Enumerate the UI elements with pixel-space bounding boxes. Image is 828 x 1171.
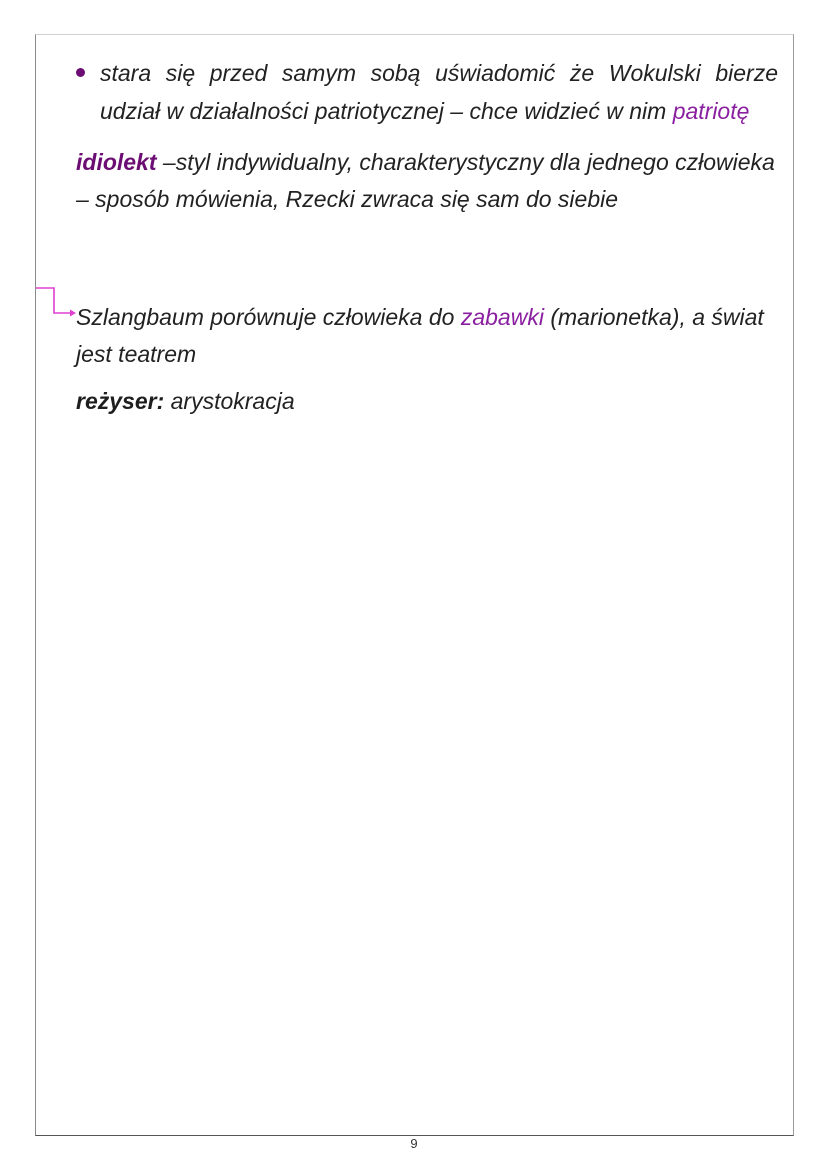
szlangbaum-highlight: zabawki [460, 304, 544, 330]
page-content [76, 54, 778, 420]
idiolekt-paragraph [76, 144, 778, 218]
szlangbaum-paragraph [76, 299, 778, 373]
bullet-dot-icon [76, 68, 85, 77]
bullet-highlight: patriotę [672, 98, 750, 124]
rezyser-value: arystokracja [164, 388, 295, 414]
bullet-text: stara się przed samym sobą uświadomić że Wokulski bierze udział w działalności patriotycznej – chce widzieć w nim [100, 60, 778, 124]
szlangbaum-text-start: Szlangbaum porównuje człowieka do [76, 304, 461, 330]
rezyser-term: reżyser: [76, 388, 165, 414]
page-number: 9 [410, 1136, 418, 1151]
bullet-item [76, 54, 778, 130]
arrow-connector-icon [35, 287, 77, 321]
idiolekt-definition: –styl indywidualny, charakterystyczny dla jednego człowieka – sposób mówienia, Rzecki zwraca się sam do siebie [76, 149, 775, 212]
szlangbaum-text-end: (marionetka), a świat jest teatrem [76, 304, 764, 367]
idiolekt-term: idiolekt [76, 149, 157, 175]
rezyser-paragraph [76, 383, 778, 420]
